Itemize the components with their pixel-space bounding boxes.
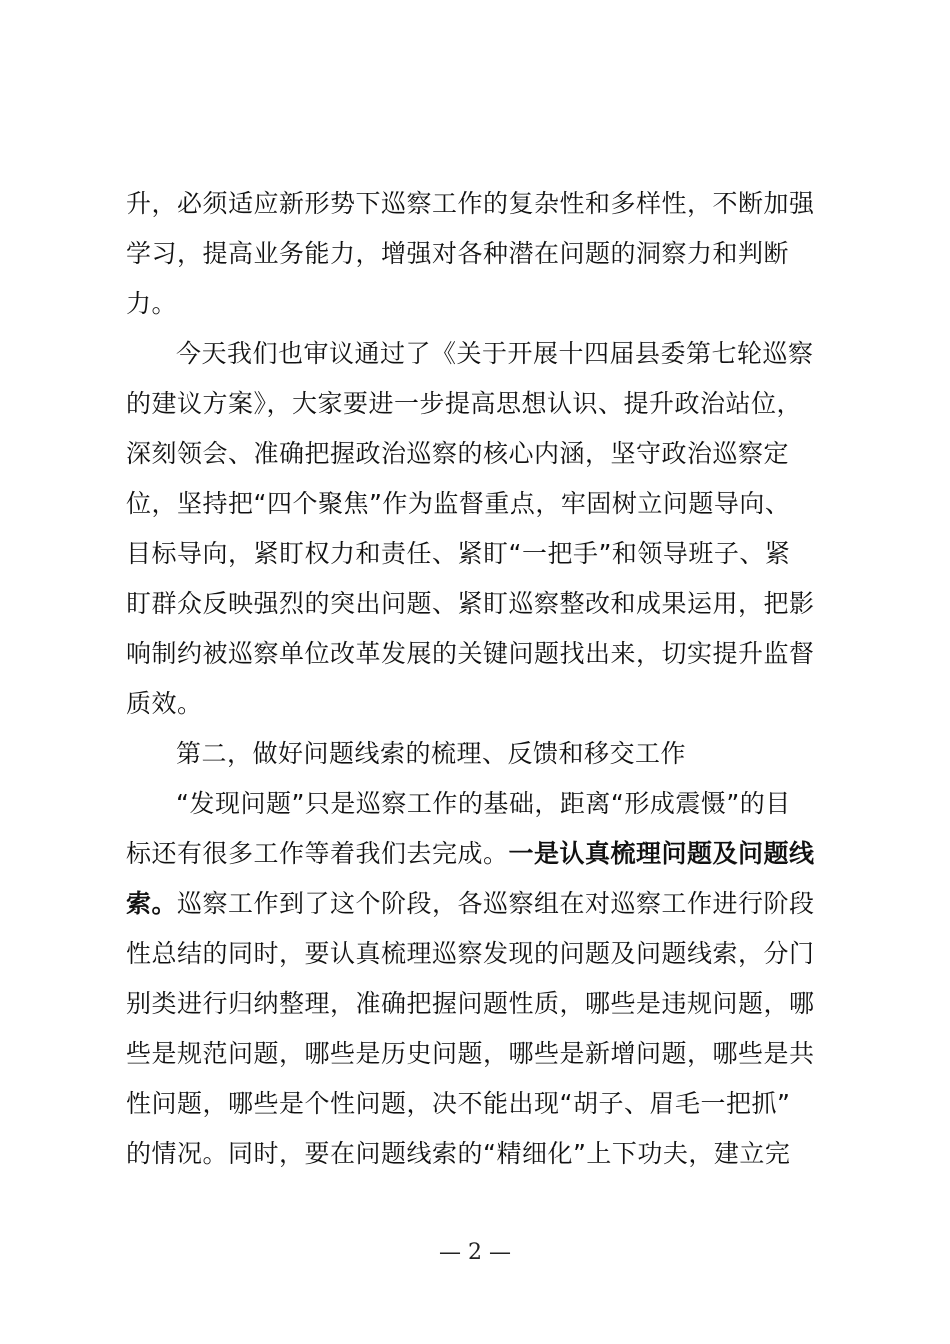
paragraph-line: “发现问题”只是巡察工作的基础，距离“形成震慑”的目	[176, 789, 791, 818]
paragraph-line: 盯群众反映强烈的突出问题、紧盯巡察整改和成果运用，把影	[126, 589, 815, 618]
paragraph-line: 升，必须适应新形势下巡察工作的复杂性和多样性，不断加强	[126, 189, 815, 218]
page-number: — 2 —	[439, 1240, 511, 1265]
paragraph-line: 目标导向，紧盯权力和责任、紧盯“一把手”和领导班子、紧	[126, 539, 791, 568]
paragraph-line: 的建议方案》，大家要进一步提高思想认识、提升政治站位，	[126, 389, 803, 418]
paragraph-text: 标还有很多工作等着我们去完成。	[126, 839, 509, 868]
paragraph-line: 些是规范问题，哪些是历史问题，哪些是新增问题，哪些是共	[126, 1039, 815, 1068]
paragraph-line: 响制约被巡察单位改革发展的关键问题找出来，切实提升监督	[126, 639, 815, 668]
paragraph-line: 学习，提高业务能力，增强对各种潜在问题的洞察力和判断	[126, 239, 790, 268]
paragraph-line	[126, 889, 815, 919]
paragraph-line: 力。	[126, 289, 178, 318]
paragraph-text: 巡察工作到了这个阶段，各巡察组在对巡察工作进行阶段	[177, 889, 815, 918]
paragraph-line: 今天我们也审议通过了《关于开展十四届县委第七轮巡察	[176, 339, 814, 368]
bold-lead-text: 一是认真梳理问题及问题线	[508, 839, 815, 868]
bold-lead-text: 索。	[126, 889, 178, 918]
paragraph-line: 性总结的同时，要认真梳理巡察发现的问题及问题线索，分门	[126, 939, 815, 968]
paragraph-line: 质效。	[126, 689, 203, 718]
paragraph-line: 别类进行归纳整理，准确把握问题性质，哪些是违规问题，哪	[126, 989, 815, 1018]
paragraph-line: 性问题，哪些是个性问题，决不能出现“胡子、眉毛一把抓”	[126, 1089, 791, 1118]
section-heading: 第二，做好问题线索的梳理、反馈和移交工作	[176, 739, 687, 768]
paragraph-line: 位，坚持把“四个聚焦”作为监督重点，牢固树立问题导向、	[126, 489, 791, 518]
paragraph-line: 的情况。同时，要在问题线索的“精细化”上下功夫，建立完	[126, 1139, 791, 1168]
paragraph-line	[126, 839, 815, 869]
paragraph-line: 深刻领会、准确把握政治巡察的核心内涵，坚守政治巡察定	[126, 439, 790, 468]
